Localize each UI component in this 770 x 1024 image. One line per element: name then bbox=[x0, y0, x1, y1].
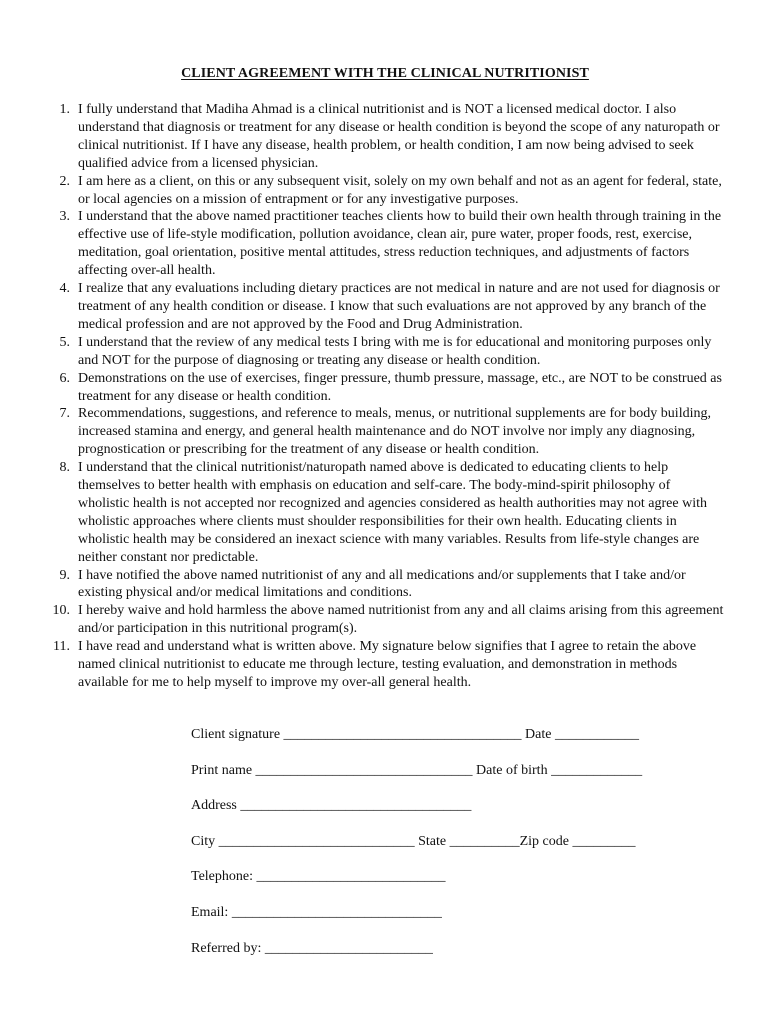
clause-text: I understand that the review of any medical tests I bring with me is for educational and monitoring purposes only and NOT for the purpose of diagnosing or treating any disease or health condition. bbox=[78, 334, 712, 368]
clause-number: 4. bbox=[59, 281, 70, 297]
clause-number: 1. bbox=[59, 102, 70, 117]
clause-text: Recommendations, suggestions, and reference to meals, menus, or nutritional supplements are for body building, increased stamina and energy, and general health maintenance and do NOT involve nor imply any diagnosing, prognostication or prescribing for the treatment of any disease or health condition. bbox=[78, 406, 711, 458]
clause-text: I have read and understand what is written above. My signature below signifies that I agree to retain the above named clinical nutritionist to educate me through lecture, testing evaluation, and demonstration in methods available for me to help myself to improve my over-all general health. bbox=[78, 639, 697, 690]
clause-9 bbox=[56, 567, 724, 603]
clause-number: 7. bbox=[59, 406, 70, 422]
clause-3 bbox=[56, 208, 724, 280]
clause-text: I am here as a client, on this or any subsequent visit, solely on my own behalf and not as an agent for federal, state, or local agencies on a mission of entrapment or for any investigative purposes. bbox=[78, 173, 722, 207]
email-line: Email: ______________________________ bbox=[191, 904, 442, 920]
agreement-clauses bbox=[52, 101, 724, 692]
clause-number: 6. bbox=[59, 370, 70, 386]
referred-by-line: Referred by: ________________________ bbox=[191, 940, 433, 956]
clause-7 bbox=[56, 405, 724, 459]
clause-number: 2. bbox=[59, 173, 70, 189]
clause-10 bbox=[52, 602, 724, 638]
clause-5 bbox=[56, 334, 724, 370]
clause-number: 5. bbox=[59, 334, 70, 350]
clause-number: 11. bbox=[53, 639, 70, 655]
clause-number: 8. bbox=[59, 460, 70, 476]
clause-text: I realize that any evaluations including dietary practices are not medical in nature and are not used for diagnosis or treatment of any health condition or disease. I know that such evaluations are not approved by any branch of the medical profession and are not approved by the Food and Drug Administration. bbox=[78, 281, 720, 332]
clause-number: 10. bbox=[52, 603, 70, 619]
telephone-line: Telephone: ___________________________ bbox=[191, 869, 446, 885]
clause-text: Demonstrations on the use of exercises, finger pressure, thumb pressure, massage, etc., are NOT to be construed as treatment for any disease or health condition. bbox=[78, 370, 722, 404]
clause-number: 3. bbox=[59, 209, 70, 225]
client-signature-line: Client signature __________________________________ Date ____________ bbox=[191, 727, 639, 742]
print-name-line: Print name _______________________________ Date of birth _____________ bbox=[191, 762, 643, 778]
clause-11 bbox=[53, 638, 724, 692]
clause-text: I fully understand that Madiha Ahmad is a clinical nutritionist and is NOT a licensed medical doctor. I also understand that diagnosis or treatment for any disease or health condition is beyond the scope of any naturopath or clinical nutritionist. If I have any disease, health problem, or health condition, I am now being advised to seek qualified advice from a licensed physician. bbox=[78, 102, 720, 171]
clause-6 bbox=[56, 370, 724, 406]
city-state-zip-line: City ____________________________ State __________Zip code _________ bbox=[191, 833, 636, 849]
clause-text: I have notified the above named nutritionist of any and all medications and/or supplements that I take and/or existing physical and/or medical limitations and conditions. bbox=[78, 567, 686, 601]
clause-2 bbox=[56, 173, 724, 209]
signature-form bbox=[191, 726, 731, 975]
clause-number: 9. bbox=[59, 567, 70, 583]
clause-text: I understand that the clinical nutritionist/naturopath named above is dedicated to educating clients to help themselves to better health with emphasis on education and self-care. The body-mind-spirit philosophy of wholistic health is not accepted nor recognized and agencies considered as health authorities may not agree with wholistic approaches where clients must shoulder responsibilities for their own health. Educating clients in wholistic health may be considered an inexact science with many variables. Results from life-style changes are neither constant nor predictable. bbox=[78, 460, 707, 565]
clause-1 bbox=[56, 101, 724, 173]
clause-text: I understand that the above named practitioner teaches clients how to build their own health through training in the effective use of life-style modification, pollution avoidance, clean air, pure water, proper foods, rest, exercise, meditation, goal orientation, positive mental attitudes, stress reduction techniques, and adjustments of factors affecting over-all health. bbox=[78, 209, 722, 279]
clause-text: I hereby waive and hold harmless the above named nutritionist from any and all claims arising from this agreement and/or participation in this nutritional program(s). bbox=[78, 603, 724, 637]
document-title: CLIENT AGREEMENT WITH THE CLINICAL NUTRITIONIST bbox=[181, 66, 589, 81]
clause-8 bbox=[56, 459, 724, 566]
address-line: Address _________________________________ bbox=[191, 798, 472, 814]
clause-4 bbox=[56, 280, 724, 334]
